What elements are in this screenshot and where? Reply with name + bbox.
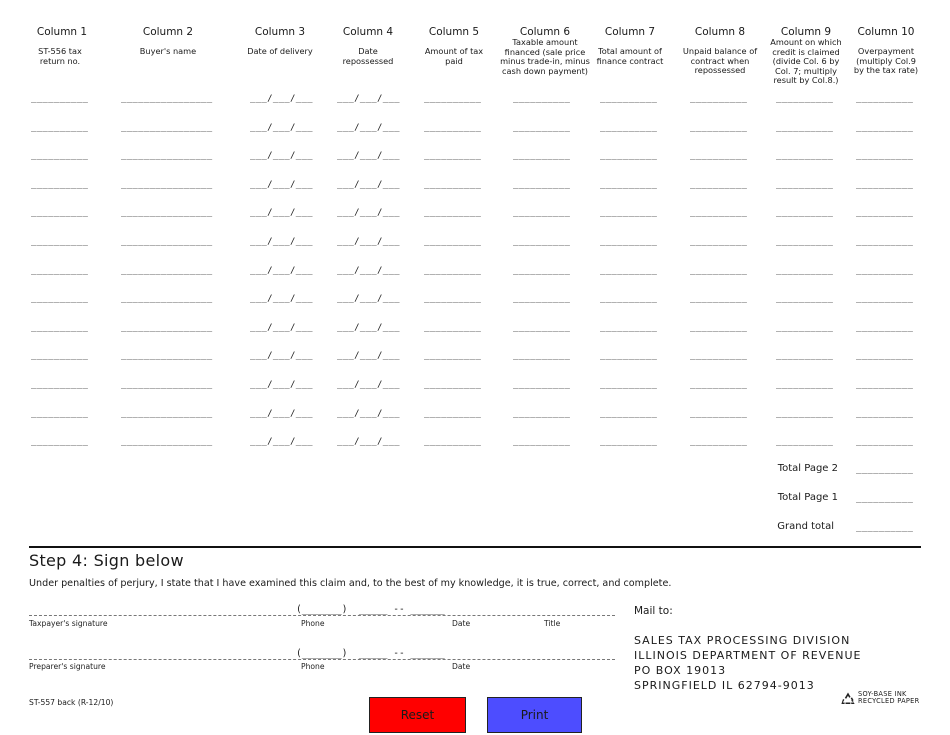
mail-address-line1: SALES TAX PROCESSING DIVISION (634, 634, 851, 647)
row-6-col-6-field[interactable]: __________ (513, 237, 571, 247)
row-6-col-8-field[interactable]: __________ (690, 237, 748, 247)
grand-total-field[interactable]: __________ (856, 523, 914, 533)
row-1-col-7-field[interactable]: __________ (600, 94, 658, 104)
row-11-col-7-field[interactable]: __________ (600, 380, 658, 390)
total-page2-label: Total Page 2 (777, 463, 838, 474)
row-11-col-10-field[interactable]: __________ (856, 380, 914, 390)
row-4-col-5-field[interactable]: __________ (424, 179, 482, 190)
col2-header: Column 2 (142, 26, 194, 38)
row-6-col-3-field[interactable]: ___/___/___ (250, 237, 313, 247)
total-page1-field[interactable]: __________ (856, 494, 914, 504)
row-12-col-9-field[interactable]: __________ (776, 408, 834, 419)
row-3-col-5-field[interactable]: __________ (424, 151, 482, 162)
row-6-col-4-field[interactable]: ___/___/___ (337, 237, 400, 247)
row-3-col-1-field[interactable]: __________ (31, 151, 89, 162)
soy-ink-line1: SOY-BASE INK (858, 690, 907, 698)
row-4-col-6-field[interactable]: __________ (513, 179, 571, 190)
row-12-col-2-field[interactable]: ________________ (121, 408, 213, 419)
row-1-col-3-field[interactable]: ___/___/___ (250, 94, 313, 104)
row-1-col-5-field[interactable]: __________ (424, 94, 482, 104)
row-12-col-10-field[interactable]: __________ (856, 408, 914, 419)
soy-ink-line2: RECYCLED PAPER (858, 697, 920, 706)
mail-address-line4: SPRINGFIELD IL 62794-9013 (634, 679, 815, 692)
row-12-col-1-field[interactable]: __________ (31, 408, 89, 419)
col2-description: Buyer's name (139, 46, 197, 56)
row-13-col-9-field[interactable]: __________ (776, 437, 834, 448)
row-13-col-1-field[interactable]: __________ (31, 437, 89, 448)
form-number: ST-557 back (R-12/10) (29, 698, 114, 707)
col9-description: Amount on which credit is claimed (divide Col. 6 by Col. 7; multiply result by Col.8.) (770, 37, 842, 86)
col6-description: Taxable amount financed (sale price minus trade-in, minus cash down payment) (500, 37, 590, 76)
row-8-col-10-field[interactable]: __________ (856, 294, 914, 305)
col4-description: Date repossessed (342, 46, 394, 66)
row-10-col-4-field[interactable]: ___/___/___ (337, 351, 400, 362)
row-3-col-10-field[interactable]: __________ (856, 151, 914, 162)
mail-address-line3: PO BOX 19013 (634, 664, 727, 677)
row-9-col-5-field[interactable]: __________ (424, 322, 482, 333)
row-5-col-3-field[interactable]: ___/___/___ (250, 208, 313, 219)
row-5-col-2-field[interactable]: ________________ (121, 208, 213, 219)
row-6-col-2-field[interactable]: ________________ (121, 237, 213, 247)
row-5-col-4-field[interactable]: ___/___/___ (337, 208, 400, 219)
row-11-col-8-field[interactable]: __________ (690, 380, 748, 390)
row-10-col-2-field[interactable]: ________________ (121, 351, 213, 362)
row-3-col-8-field[interactable]: __________ (690, 151, 748, 162)
row-9-col-9-field[interactable]: __________ (776, 322, 834, 333)
row-2-col-6-field[interactable]: __________ (513, 122, 571, 133)
row-9-col-1-field[interactable]: __________ (31, 322, 89, 333)
col5-description: Amount of tax paid (424, 46, 484, 66)
row-3-col-9-field[interactable]: __________ (776, 151, 834, 162)
row-4-col-2-field[interactable]: ________________ (121, 179, 213, 190)
mail-to-label: Mail to: (634, 605, 673, 617)
row-7-col-1-field[interactable]: __________ (31, 265, 89, 276)
row-1-col-9-field[interactable]: __________ (776, 94, 834, 104)
preparer-signature-label: Preparer's signature (29, 662, 106, 671)
row-8-col-9-field[interactable]: __________ (776, 294, 834, 305)
preparer-phone-label: Phone (301, 662, 325, 671)
row-10-col-10-field[interactable]: __________ (856, 351, 914, 362)
taxpayer-signature-label: Taxpayer's signature (29, 619, 108, 628)
preparer-signature-line[interactable] (29, 659, 615, 660)
row-12-col-5-field[interactable]: __________ (424, 408, 482, 419)
row-4-col-3-field[interactable]: ___/___/___ (250, 179, 313, 190)
row-7-col-3-field[interactable]: ___/___/___ (250, 265, 313, 276)
row-3-col-7-field[interactable]: __________ (600, 151, 658, 162)
col10-description: Overpayment (multiply Col.9 by the tax rate) (853, 46, 919, 76)
total-page1-label: Total Page 1 (777, 492, 838, 503)
row-12-col-4-field[interactable]: ___/___/___ (337, 408, 400, 419)
row-7-col-10-field[interactable]: __________ (856, 265, 914, 276)
row-8-col-6-field[interactable]: __________ (513, 294, 571, 305)
row-2-col-8-field[interactable]: __________ (690, 122, 748, 133)
row-9-col-7-field[interactable]: __________ (600, 322, 658, 333)
row-7-col-5-field[interactable]: __________ (424, 265, 482, 276)
row-7-col-2-field[interactable]: ________________ (121, 265, 213, 276)
row-3-col-2-field[interactable]: ________________ (121, 151, 213, 162)
row-1-col-4-field[interactable]: ___/___/___ (337, 94, 400, 104)
row-12-col-6-field[interactable]: __________ (513, 408, 571, 419)
row-5-col-9-field[interactable]: __________ (776, 208, 834, 219)
row-4-col-8-field[interactable]: __________ (690, 179, 748, 190)
col4-header: Column 4 (342, 26, 394, 38)
row-3-col-3-field[interactable]: ___/___/___ (250, 151, 313, 162)
row-13-col-10-field[interactable]: __________ (856, 437, 914, 448)
row-8-col-2-field[interactable]: ________________ (121, 294, 213, 305)
col7-header: Column 7 (604, 26, 656, 38)
row-9-col-3-field[interactable]: ___/___/___ (250, 322, 313, 333)
grand-total-label: Grand total (777, 521, 834, 532)
row-6-col-1-field[interactable]: __________ (31, 237, 89, 247)
row-10-col-3-field[interactable]: ___/___/___ (250, 351, 313, 362)
col9-header: Column 9 (780, 26, 832, 38)
col3-header: Column 3 (254, 26, 306, 38)
row-13-col-5-field[interactable]: __________ (424, 437, 482, 448)
row-10-col-1-field[interactable]: __________ (31, 351, 89, 362)
taxpayer-phone-field[interactable]: (_______) _____ -- ______ (296, 604, 445, 615)
row-13-col-7-field[interactable]: __________ (600, 437, 658, 448)
row-6-col-7-field[interactable]: __________ (600, 237, 658, 247)
col6-header: Column 6 (519, 26, 571, 38)
row-9-col-10-field[interactable]: __________ (856, 322, 914, 333)
row-4-col-10-field[interactable]: __________ (856, 179, 914, 190)
row-8-col-1-field[interactable]: __________ (31, 294, 89, 305)
row-2-col-1-field[interactable]: __________ (31, 122, 89, 133)
row-1-col-10-field[interactable]: __________ (856, 94, 914, 104)
row-5-col-8-field[interactable]: __________ (690, 208, 748, 219)
row-10-col-6-field[interactable]: __________ (513, 351, 571, 362)
row-5-col-1-field[interactable]: __________ (31, 208, 89, 219)
row-5-col-7-field[interactable]: __________ (600, 208, 658, 219)
row-11-col-9-field[interactable]: __________ (776, 380, 834, 390)
row-8-col-7-field[interactable]: __________ (600, 294, 658, 305)
row-7-col-9-field[interactable]: __________ (776, 265, 834, 276)
col1-description: ST-556 tax return no. (38, 46, 82, 66)
taxpayer-phone-label: Phone (301, 619, 325, 628)
row-12-col-7-field[interactable]: __________ (600, 408, 658, 419)
row-13-col-3-field[interactable]: ___/___/___ (250, 437, 313, 448)
row-9-col-6-field[interactable]: __________ (513, 322, 571, 333)
row-7-col-4-field[interactable]: ___/___/___ (337, 265, 400, 276)
col10-header: Column 10 (857, 26, 915, 38)
row-10-col-8-field[interactable]: __________ (690, 351, 748, 362)
row-13-col-8-field[interactable]: __________ (690, 437, 748, 448)
row-5-col-6-field[interactable]: __________ (513, 208, 571, 219)
col8-header: Column 8 (694, 26, 746, 38)
row-10-col-5-field[interactable]: __________ (424, 351, 482, 362)
penalty-statement: Under penalties of perjury, I state that I have examined this claim and, to the best of my knowledge, it is true, correct, and complete. (29, 578, 672, 589)
row-6-col-9-field[interactable]: __________ (776, 237, 834, 247)
row-6-col-5-field[interactable]: __________ (424, 237, 482, 247)
row-13-col-6-field[interactable]: __________ (513, 437, 571, 448)
row-2-col-5-field[interactable]: __________ (424, 122, 482, 133)
row-1-col-2-field[interactable]: ________________ (121, 94, 213, 104)
row-11-col-5-field[interactable]: __________ (424, 380, 482, 390)
section-divider (29, 546, 921, 548)
row-9-col-2-field[interactable]: ________________ (121, 322, 213, 333)
mail-address-line2: ILLINOIS DEPARTMENT OF REVENUE (634, 649, 862, 662)
row-2-col-9-field[interactable]: __________ (776, 122, 834, 133)
taxpayer-title-label: Title (544, 619, 561, 628)
row-7-col-7-field[interactable]: __________ (600, 265, 658, 276)
print-button[interactable]: Print (487, 697, 582, 733)
col8-description: Unpaid balance of contract when repossessed (682, 46, 758, 76)
soy-ink-notice (858, 691, 920, 706)
row-11-col-3-field[interactable]: ___/___/___ (250, 380, 313, 390)
row-4-col-1-field[interactable]: __________ (31, 179, 89, 190)
col3-description: Date of delivery (247, 46, 313, 56)
row-3-col-6-field[interactable]: __________ (513, 151, 571, 162)
col5-header: Column 5 (428, 26, 480, 38)
row-4-col-7-field[interactable]: __________ (600, 179, 658, 190)
row-11-col-1-field[interactable]: __________ (31, 380, 89, 390)
row-4-col-4-field[interactable]: ___/___/___ (337, 179, 400, 190)
row-1-col-6-field[interactable]: __________ (513, 94, 571, 104)
col1-header: Column 1 (36, 26, 88, 38)
total-page2-field[interactable]: __________ (856, 465, 914, 475)
taxpayer-date-label: Date (452, 619, 471, 628)
row-6-col-10-field[interactable]: __________ (856, 237, 914, 247)
row-7-col-6-field[interactable]: __________ (513, 265, 571, 276)
preparer-date-label: Date (452, 662, 471, 671)
row-4-col-9-field[interactable]: __________ (776, 179, 834, 190)
row-9-col-4-field[interactable]: ___/___/___ (337, 322, 400, 333)
preparer-phone-field[interactable]: (_______) _____ -- ______ (296, 648, 445, 659)
col7-description: Total amount of finance contract (596, 46, 664, 66)
row-12-col-8-field[interactable]: __________ (690, 408, 748, 419)
row-8-col-8-field[interactable]: __________ (690, 294, 748, 305)
row-3-col-4-field[interactable]: ___/___/___ (337, 151, 400, 162)
row-11-col-4-field[interactable]: ___/___/___ (337, 380, 400, 390)
row-8-col-3-field[interactable]: ___/___/___ (250, 294, 313, 305)
row-2-col-4-field[interactable]: ___/___/___ (337, 122, 400, 133)
row-11-col-2-field[interactable]: ________________ (121, 380, 213, 390)
row-1-col-1-field[interactable]: __________ (31, 94, 89, 104)
row-13-col-2-field[interactable]: ________________ (121, 437, 213, 448)
step4-title: Step 4: Sign below (29, 551, 184, 570)
row-10-col-7-field[interactable]: __________ (600, 351, 658, 362)
row-2-col-3-field[interactable]: ___/___/___ (250, 122, 313, 133)
row-2-col-2-field[interactable]: ________________ (121, 122, 213, 133)
row-8-col-5-field[interactable]: __________ (424, 294, 482, 305)
row-8-col-4-field[interactable]: ___/___/___ (337, 294, 400, 305)
reset-button[interactable]: Reset (369, 697, 466, 733)
row-2-col-7-field[interactable]: __________ (600, 122, 658, 133)
row-11-col-6-field[interactable]: __________ (513, 380, 571, 390)
row-13-col-4-field[interactable]: ___/___/___ (337, 437, 400, 448)
row-10-col-9-field[interactable]: __________ (776, 351, 834, 362)
row-5-col-10-field[interactable]: __________ (856, 208, 914, 219)
row-7-col-8-field[interactable]: __________ (690, 265, 748, 276)
row-5-col-5-field[interactable]: __________ (424, 208, 482, 219)
row-9-col-8-field[interactable]: __________ (690, 322, 748, 333)
recycle-icon (840, 691, 856, 707)
row-2-col-10-field[interactable]: __________ (856, 122, 914, 133)
row-12-col-3-field[interactable]: ___/___/___ (250, 408, 313, 419)
taxpayer-signature-line[interactable] (29, 615, 615, 616)
row-1-col-8-field[interactable]: __________ (690, 94, 748, 104)
